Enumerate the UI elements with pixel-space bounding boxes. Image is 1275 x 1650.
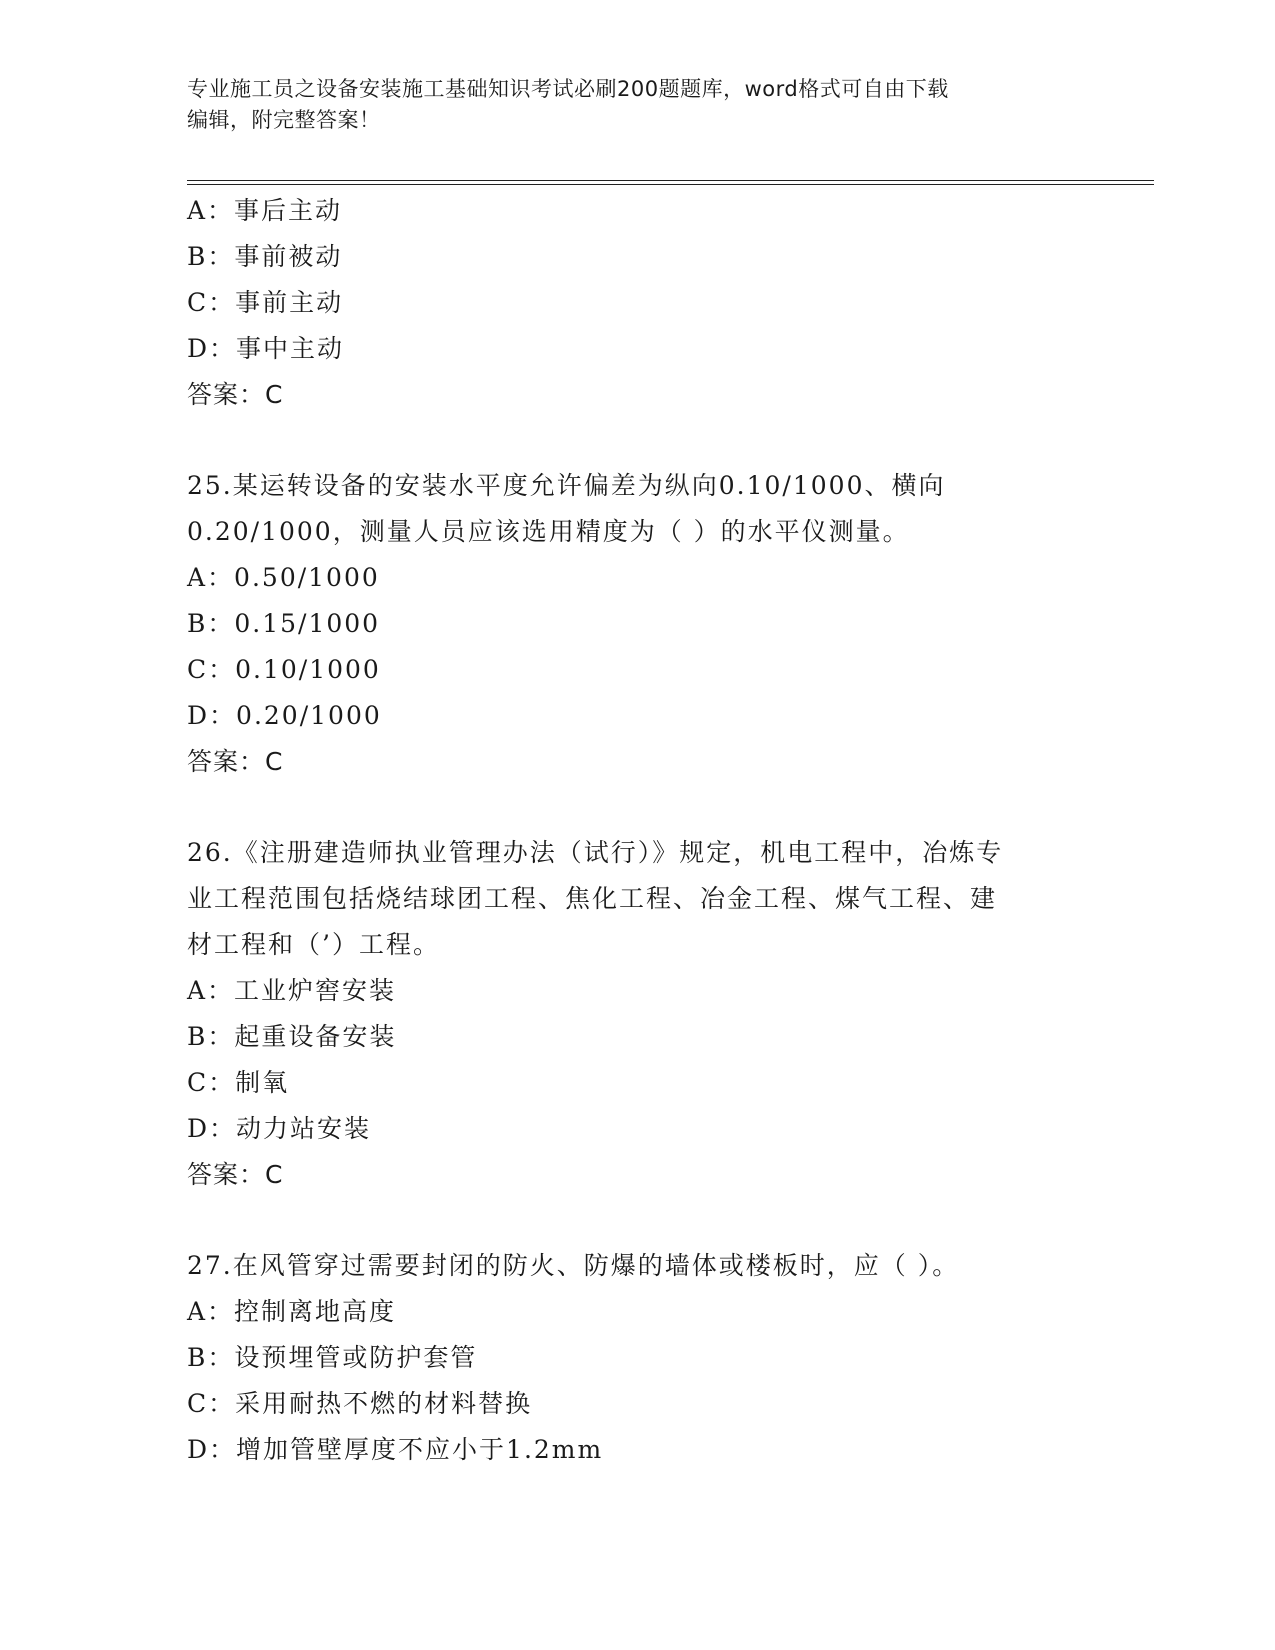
header-line-2: 编辑，附完整答案！ [187, 108, 381, 132]
option-a: A：0.50/1000 [187, 563, 380, 592]
option-b: B：起重设备安装 [187, 1022, 397, 1051]
question-text-line: 0.20/1000，测量人员应该选用精度为（ ）的水平仪测量。 [187, 517, 910, 546]
question-25 [187, 463, 1087, 785]
option-d: D：增加管壁厚度不应小于1.2mm [187, 1435, 604, 1464]
question-text-line: 业工程范围包括烧结球团工程、焦化工程、冶金工程、煤气工程、建 [187, 884, 998, 913]
answer-line: 答案：C [187, 747, 284, 776]
option-a: A：工业炉窖安装 [187, 976, 397, 1005]
option-b: B：设预埋管或防护套管 [187, 1343, 478, 1372]
question-text-line: 27.在风管穿过需要封闭的防火、防爆的墙体或楼板时，应（ ）。 [187, 1251, 960, 1280]
option-d: D：事中主动 [187, 334, 345, 363]
option-d: D：动力站安装 [187, 1114, 372, 1143]
document-header [187, 74, 1087, 136]
question-text-line: 25.某运转设备的安装水平度允许偏差为纵向0.10/1000、横向 [187, 471, 946, 500]
option-b: B：事前被动 [187, 242, 343, 271]
header-line-1: 专业施工员之设备安装施工基础知识考试必刷200题题库，word格式可自由下载 [187, 77, 949, 101]
question-text-line: 26.《注册建造师执业管理办法（试行）》规定，机电工程中，冶炼专 [187, 838, 1004, 867]
answer-line: 答案：C [187, 380, 284, 409]
option-b: B：0.15/1000 [187, 609, 381, 638]
header-rule-bottom [187, 184, 1154, 185]
question-27 [187, 1243, 1087, 1473]
option-a: A：事后主动 [187, 196, 343, 225]
header-rule-top [187, 180, 1154, 181]
question-24-options [187, 188, 1087, 418]
option-d: D：0.20/1000 [187, 701, 382, 730]
option-c: C：0.10/1000 [187, 655, 381, 684]
question-content [187, 188, 1087, 1473]
option-c: C：事前主动 [187, 288, 344, 317]
option-c: C：采用耐热不燃的材料替换 [187, 1389, 533, 1418]
question-text-line: 材工程和（’）工程。 [187, 930, 440, 959]
option-a: A：控制离地高度 [187, 1297, 397, 1326]
question-26 [187, 830, 1087, 1198]
option-c: C：制氧 [187, 1068, 290, 1097]
answer-line: 答案：C [187, 1160, 284, 1189]
